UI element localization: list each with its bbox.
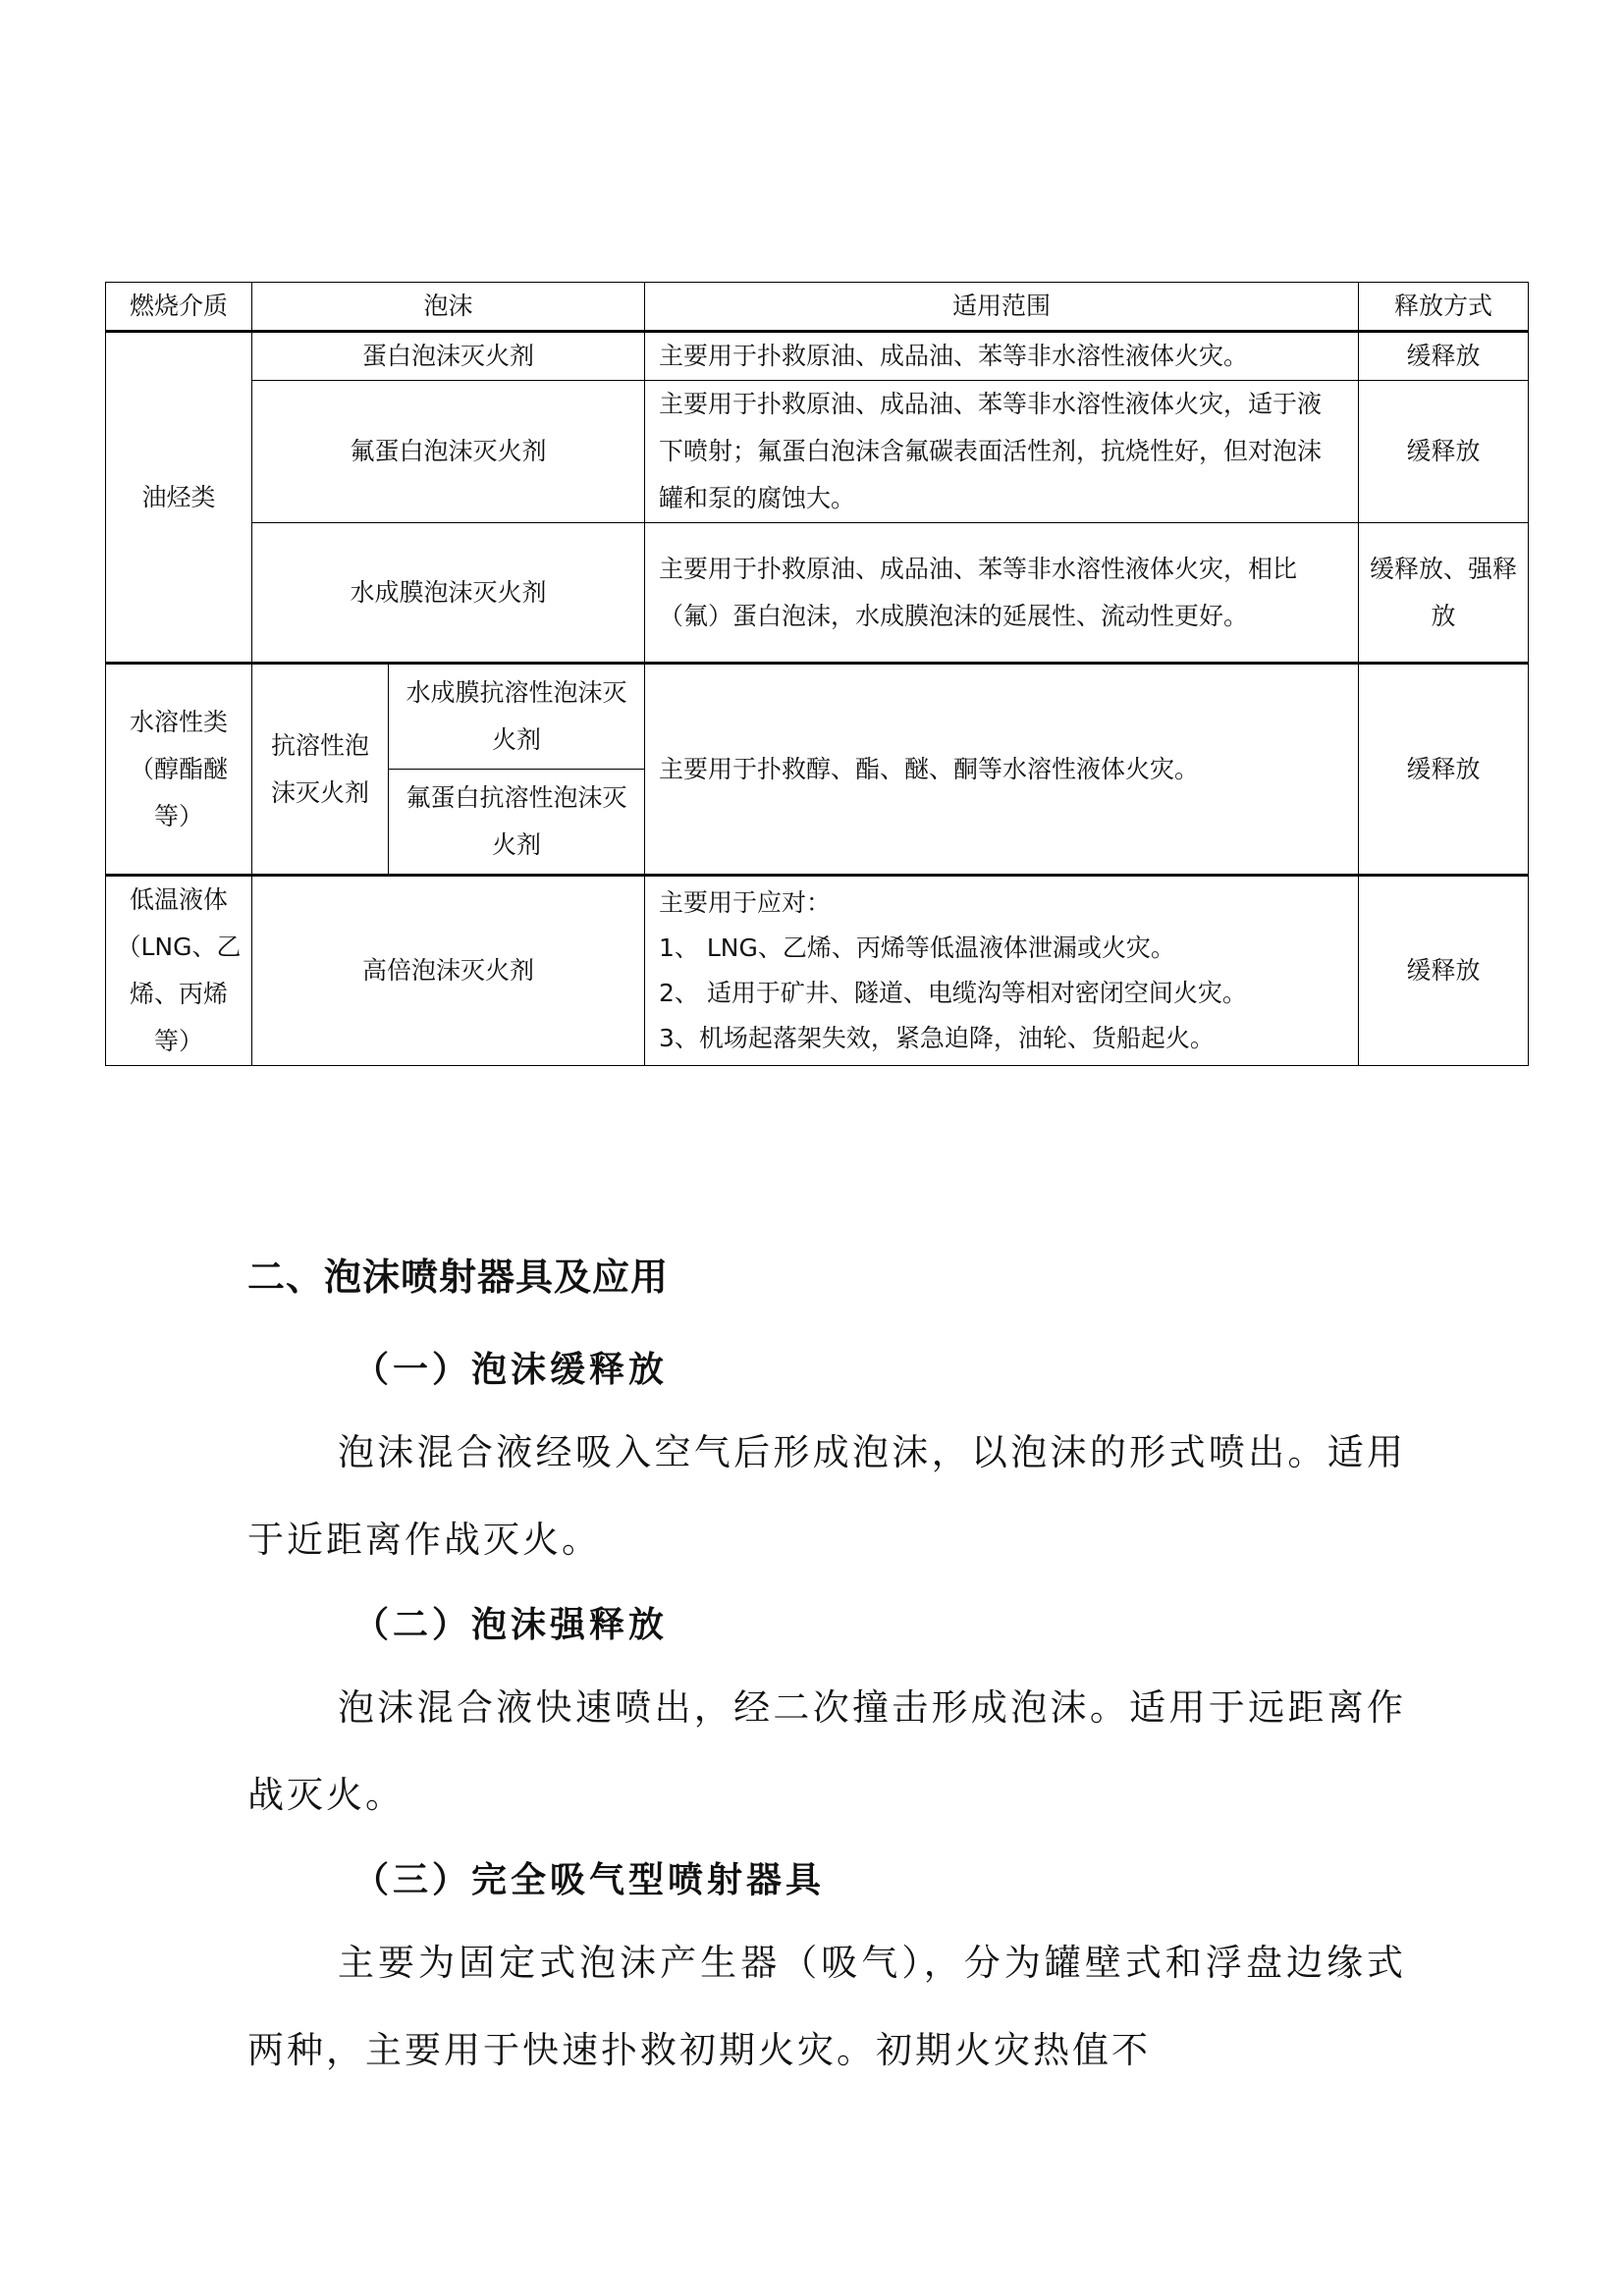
scope-cell: 主要用于扑救原油、成品油、苯等非水溶性液体火灾。: [645, 332, 1359, 381]
scope-line: 2、 适用于矿井、隧道、电缆沟等相对密闭空间火灾。: [659, 979, 1247, 1007]
scope-line: 3、机场起落架失效，紧急迫降，油轮、货船起火。: [659, 1024, 1215, 1052]
subsection-title: （一）泡沫缓释放: [353, 1349, 669, 1390]
foam-cell: 水成膜泡沫灭火剂: [252, 523, 645, 664]
table-row: [106, 381, 1529, 523]
medium-cell: 油烃类: [106, 332, 252, 664]
subsection-paragraph: 泡沫混合液快速喷出，经二次撞击形成泡沫。适用于远距离作战灭火。: [247, 1686, 1406, 1816]
header-medium: 燃烧介质: [106, 283, 252, 332]
foam-category-cell: 抗溶性泡沫灭火剂: [252, 664, 389, 876]
release-cell: 缓释放: [1359, 664, 1529, 876]
release-cell: 缓释放: [1359, 876, 1529, 1066]
scope-line: 1、 LNG、乙烯、丙烯等低温液体泄漏或火灾。: [659, 934, 1175, 962]
sub-foam-cell: 氟蛋白抗溶性泡沫灭火剂: [389, 770, 645, 876]
scope-cell: 主要用于扑救醇、酯、醚、酮等水溶性液体火灾。: [645, 664, 1359, 876]
subsection-paragraph: 主要为固定式泡沫产生器（吸气），分为罐壁式和浮盘边缘式两种，主要用于快速扑救初期火灾。初期火灾热值不: [247, 1942, 1406, 2071]
foam-agent-table: [105, 282, 1529, 1066]
scope-cell: [645, 876, 1359, 1066]
sub-foam-cell: 水成膜抗溶性泡沫灭火剂: [389, 664, 645, 770]
header-release: 释放方式: [1359, 283, 1529, 332]
table-row: [106, 664, 1529, 770]
scope-line: 主要用于应对：: [659, 888, 832, 917]
foam-cell: 氟蛋白泡沫灭火剂: [252, 381, 645, 523]
subsection-title: （三）完全吸气型喷射器具: [353, 1859, 826, 1900]
subsection-title: （二）泡沫强释放: [353, 1604, 669, 1645]
scope-cell: 主要用于扑救原油、成品油、苯等非水溶性液体火灾，适于液下喷射；氟蛋白泡沫含氟碳表面活性剂，抗烧性好，但对泡沫罐和泵的腐蚀大。: [645, 381, 1359, 523]
medium-cell: 水溶性类（醇酯醚等）: [106, 664, 252, 876]
scope-cell: 主要用于扑救原油、成品油、苯等非水溶性液体火灾，相比（氟）蛋白泡沫，水成膜泡沫的延展性、流动性更好。: [645, 523, 1359, 664]
release-cell: 缓释放、强释放: [1359, 523, 1529, 664]
table-row: [106, 332, 1529, 381]
medium-cell: 低温液体（LNG、乙烯、丙烯等）: [106, 876, 252, 1066]
foam-cell: 蛋白泡沫灭火剂: [252, 332, 645, 381]
table-row: [106, 876, 1529, 1066]
section-title: 二、泡沫喷射器具及应用: [247, 1255, 670, 1299]
foam-cell: 高倍泡沫灭火剂: [252, 876, 645, 1066]
release-cell: 缓释放: [1359, 332, 1529, 381]
table-row: [106, 523, 1529, 664]
table-header-row: [106, 283, 1529, 332]
header-scope: 适用范围: [645, 283, 1359, 332]
release-cell: 缓释放: [1359, 381, 1529, 523]
header-foam: 泡沫: [252, 283, 645, 332]
subsection-paragraph: 泡沫混合液经吸入空气后形成泡沫，以泡沫的形式喷出。适用于近距离作战灭火。: [247, 1431, 1406, 1561]
